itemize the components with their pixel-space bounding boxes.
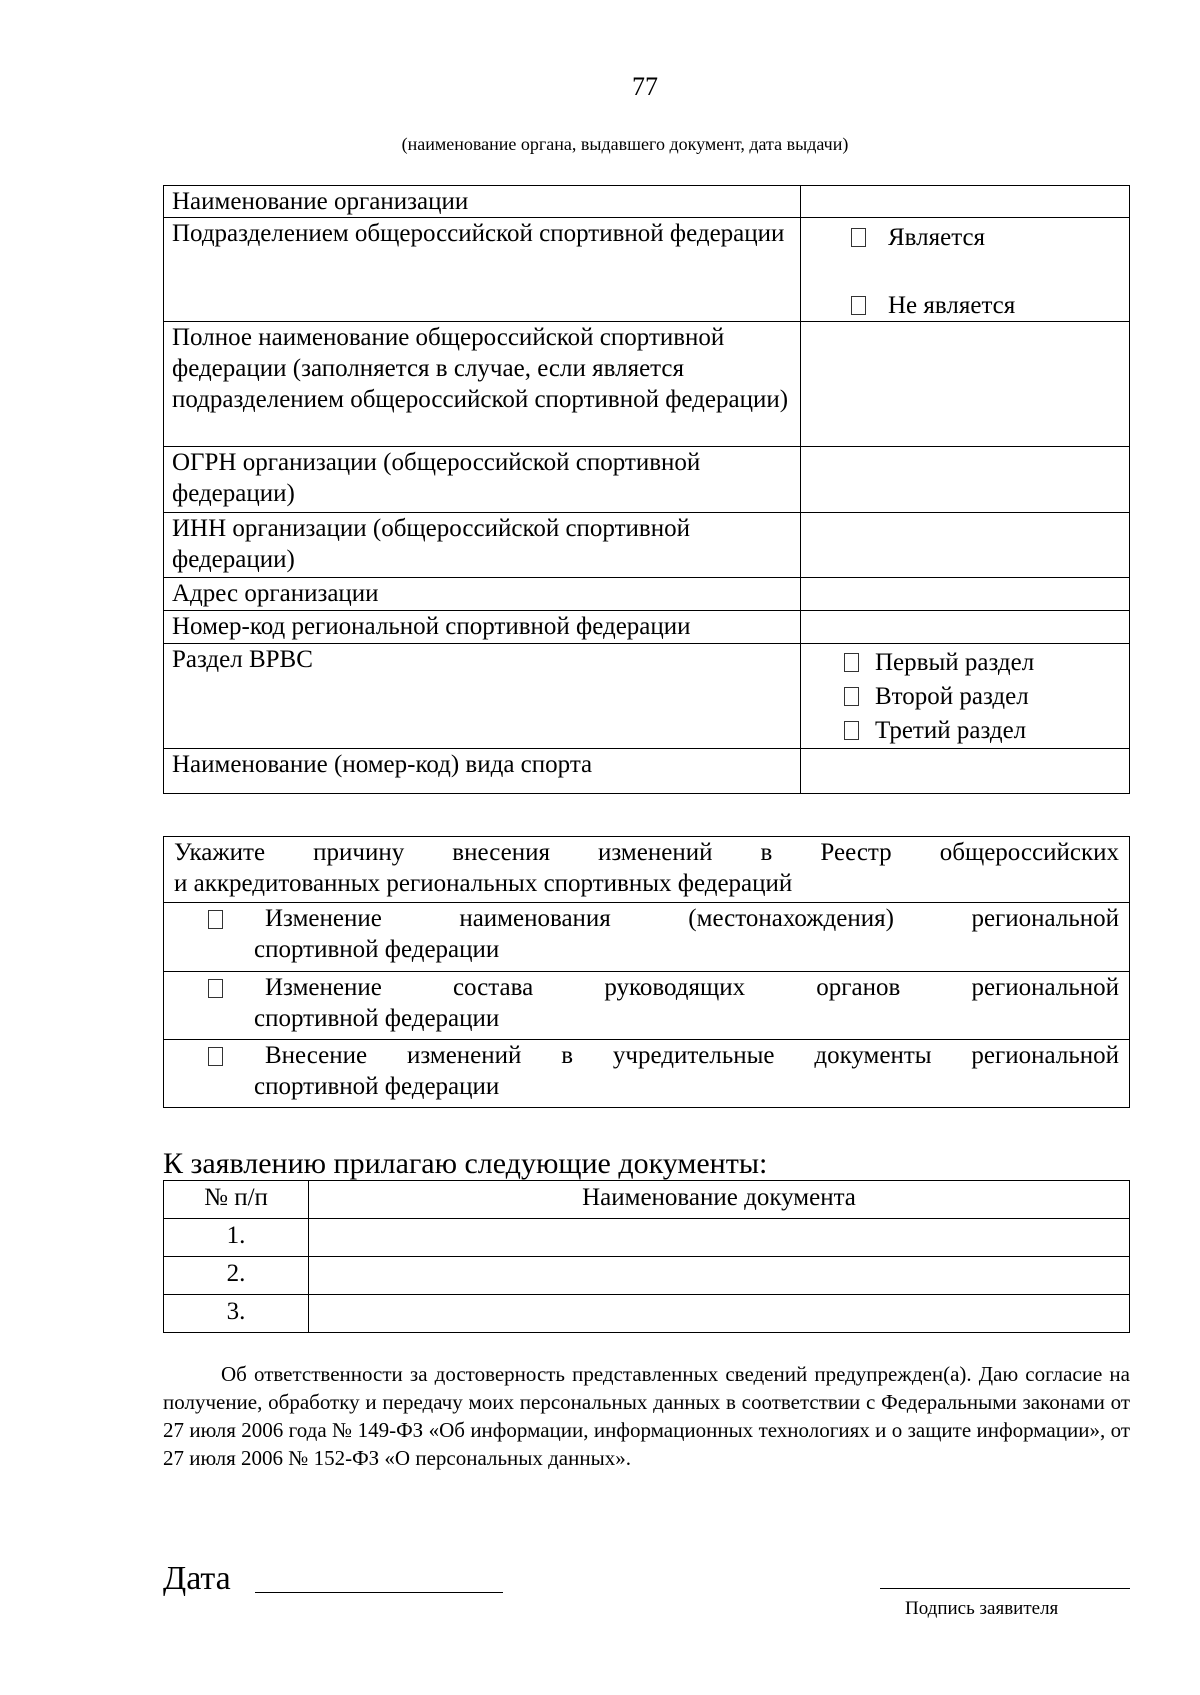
row-number: 1.: [164, 1219, 309, 1257]
reason-header: Укажите причину внесения изменений в Реестр общероссийских и аккредитованных региональных спортивных федераций: [164, 837, 1130, 903]
address-label: Адрес организации: [164, 578, 801, 611]
sport-name-field[interactable]: [801, 749, 1130, 794]
row-number: 2.: [164, 1257, 309, 1295]
reason-option-charter[interactable]: Внесение изменений в учредительные документы региональной спортивной федерации: [164, 1040, 1130, 1108]
date-field[interactable]: [255, 1592, 503, 1593]
signature-field[interactable]: [880, 1588, 1130, 1589]
checkbox-icon[interactable]: [844, 721, 859, 740]
option-is[interactable]: Является: [851, 222, 1121, 253]
org-name-field[interactable]: [801, 186, 1130, 218]
org-name-label: Наименование организации: [164, 186, 801, 218]
checkbox-icon[interactable]: [851, 228, 866, 247]
federation-code-label: Номер-код региональной спортивной федерации: [164, 611, 801, 644]
checkbox-icon[interactable]: [208, 1047, 223, 1066]
ogrn-field[interactable]: [801, 447, 1130, 513]
table-row: [164, 1295, 1130, 1333]
date-label: Дата: [163, 1560, 231, 1597]
issuer-caption: (наименование органа, выдавшего документ, дата выдачи): [401, 134, 849, 154]
subdivision-label: Подразделением общероссийской спортивной федерации: [164, 218, 801, 322]
page-number: 77: [632, 72, 658, 101]
checkbox-icon[interactable]: [208, 979, 223, 998]
documents-table: [163, 1180, 1130, 1333]
signature-caption: Подпись заявителя: [905, 1598, 1059, 1619]
attachments-title: К заявлению прилагаю следующие документы:: [163, 1147, 768, 1180]
checkbox-icon[interactable]: [844, 687, 859, 706]
reason-option-governance[interactable]: Изменение состава руководящих органов региональной спортивной федерации: [164, 972, 1130, 1040]
consent-text: Об ответственности за достоверность представленных сведений предупрежден(а). Даю согласие на получение, обработку и передачу моих персональных данных в соответствии с Федеральными законами от 27 июля 2006 года № 149-ФЗ «Об информации, информационных технологиях и о защите информации», от 27 июля 2006 № 152-ФЗ «О персональных данных».: [163, 1362, 1130, 1470]
table-row: [164, 1219, 1130, 1257]
sport-name-label: Наименование (номер-код) вида спорта: [164, 749, 801, 794]
inn-field[interactable]: [801, 513, 1130, 578]
federation-full-name-label: Полное наименование общероссийской спортивной федерации (заполняется в случае, если является подразделением общероссийской спортивной федерации): [164, 322, 801, 447]
address-field[interactable]: [801, 578, 1130, 611]
option-is-not[interactable]: Не является: [851, 290, 1121, 321]
vrvs-section-label: Раздел ВРВС: [164, 644, 801, 749]
inn-label: ИНН организации (общероссийской спортивной федерации): [164, 513, 801, 578]
reason-option-rename[interactable]: Изменение наименования (местонахождения) региональной спортивной федерации: [164, 903, 1130, 972]
option-section-2[interactable]: Второй раздел: [844, 680, 1121, 714]
vrvs-section-options: [801, 644, 1130, 749]
option-section-3[interactable]: Третий раздел: [844, 714, 1121, 748]
organization-table: [163, 185, 1130, 794]
ogrn-label: ОГРН организации (общероссийской спортивной федерации): [164, 447, 801, 513]
document-name-field[interactable]: [309, 1257, 1130, 1295]
subdivision-options: [801, 218, 1130, 322]
federation-code-field[interactable]: [801, 611, 1130, 644]
table-row: [164, 1257, 1130, 1295]
row-number: 3.: [164, 1295, 309, 1333]
checkbox-icon[interactable]: [851, 296, 866, 315]
reason-table: [163, 836, 1130, 1108]
option-section-1[interactable]: Первый раздел: [844, 646, 1121, 680]
consent-block: [163, 1360, 1130, 1472]
col-document-header: Наименование документа: [309, 1181, 1130, 1219]
checkbox-icon[interactable]: [208, 910, 223, 929]
federation-full-name-field[interactable]: [801, 322, 1130, 447]
document-name-field[interactable]: [309, 1219, 1130, 1257]
checkbox-icon[interactable]: [844, 653, 859, 672]
document-name-field[interactable]: [309, 1295, 1130, 1333]
col-number-header: № п/п: [164, 1181, 309, 1219]
